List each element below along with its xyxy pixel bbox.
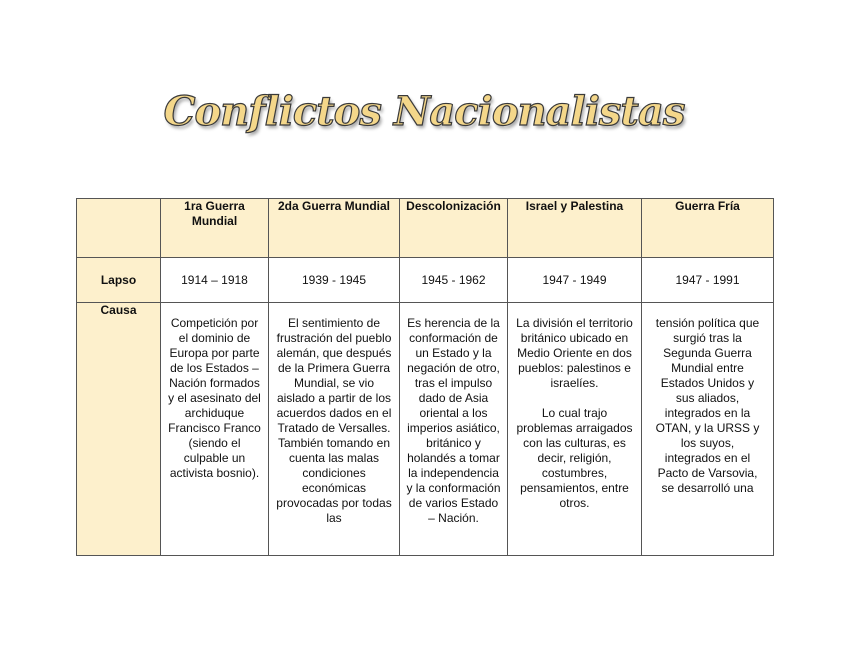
table-row-causa [77, 303, 774, 556]
table-row-lapso [77, 258, 774, 303]
causa-cell [642, 303, 774, 556]
causa-text: La división el territorio británico ubicado en Medio Oriente en dos pueblos: palestinos e israelíes. Lo cual trajo problemas arraigados con las culturas, es decir, religión, costumbres, pensamientos, entre otros. [516, 316, 633, 510]
lapso-cell: 1939 - 1945 [269, 258, 400, 303]
causa-cell [508, 303, 642, 556]
lapso-cell: 1945 - 1962 [400, 258, 508, 303]
row-label-lapso: Lapso [77, 258, 161, 303]
row-label-causa: Causa [77, 303, 161, 556]
header-cell-2da-guerra-mundial: 2da Guerra Mundial [269, 199, 400, 258]
header-cell-empty [77, 199, 161, 258]
header-cell-1ra-guerra-mundial: 1ra Guerra Mundial [161, 199, 269, 258]
causa-cell [400, 303, 508, 556]
lapso-cell: 1947 - 1949 [508, 258, 642, 303]
lapso-cell: 1947 - 1991 [642, 258, 774, 303]
causa-text: Competición por el dominio de Europa por parte de los Estados – Nación formados y el asesinato del archiduque Francisco Franco (siendo el culpable un activista bosnio). [168, 316, 261, 480]
causa-text: El sentimiento de frustración del pueblo alemán, que después de la Primera Guerra Mundial, se vio aislado a partir de los acuerdos dados en el Tratado de Versalles. También tomando en cuenta las malas condiciones económicas provocadas por todas las [276, 316, 392, 525]
header-cell-israel-palestina: Israel y Palestina [508, 199, 642, 258]
header-cell-guerra-fria: Guerra Fría [642, 199, 774, 258]
header-cell-descolonizacion [400, 199, 508, 258]
header-label-descolonizacion: Descolonización [406, 199, 501, 213]
conflicts-table [76, 198, 774, 556]
lapso-cell: 1914 – 1918 [161, 258, 269, 303]
header-row [77, 199, 774, 258]
page-title: Conflictos Nacionalistas [163, 88, 685, 135]
causa-cell [161, 303, 269, 556]
causa-cell [269, 303, 400, 556]
causa-text: tensión política que surgió tras la Segunda Guerra Mundial entre Estados Unidos y sus aliados, integrados en la OTAN, y la URSS y los suyos, integrados en el Pacto de Varsovia, se desarrolló una [655, 316, 760, 495]
causa-text: Es herencia de la conformación de un Estado y la negación de otro, tras el impulso dado de Asia oriental a los imperios asiático, británico y holandés a tomar la independencia y la conformación de varios Estado – Nación. [406, 316, 501, 525]
